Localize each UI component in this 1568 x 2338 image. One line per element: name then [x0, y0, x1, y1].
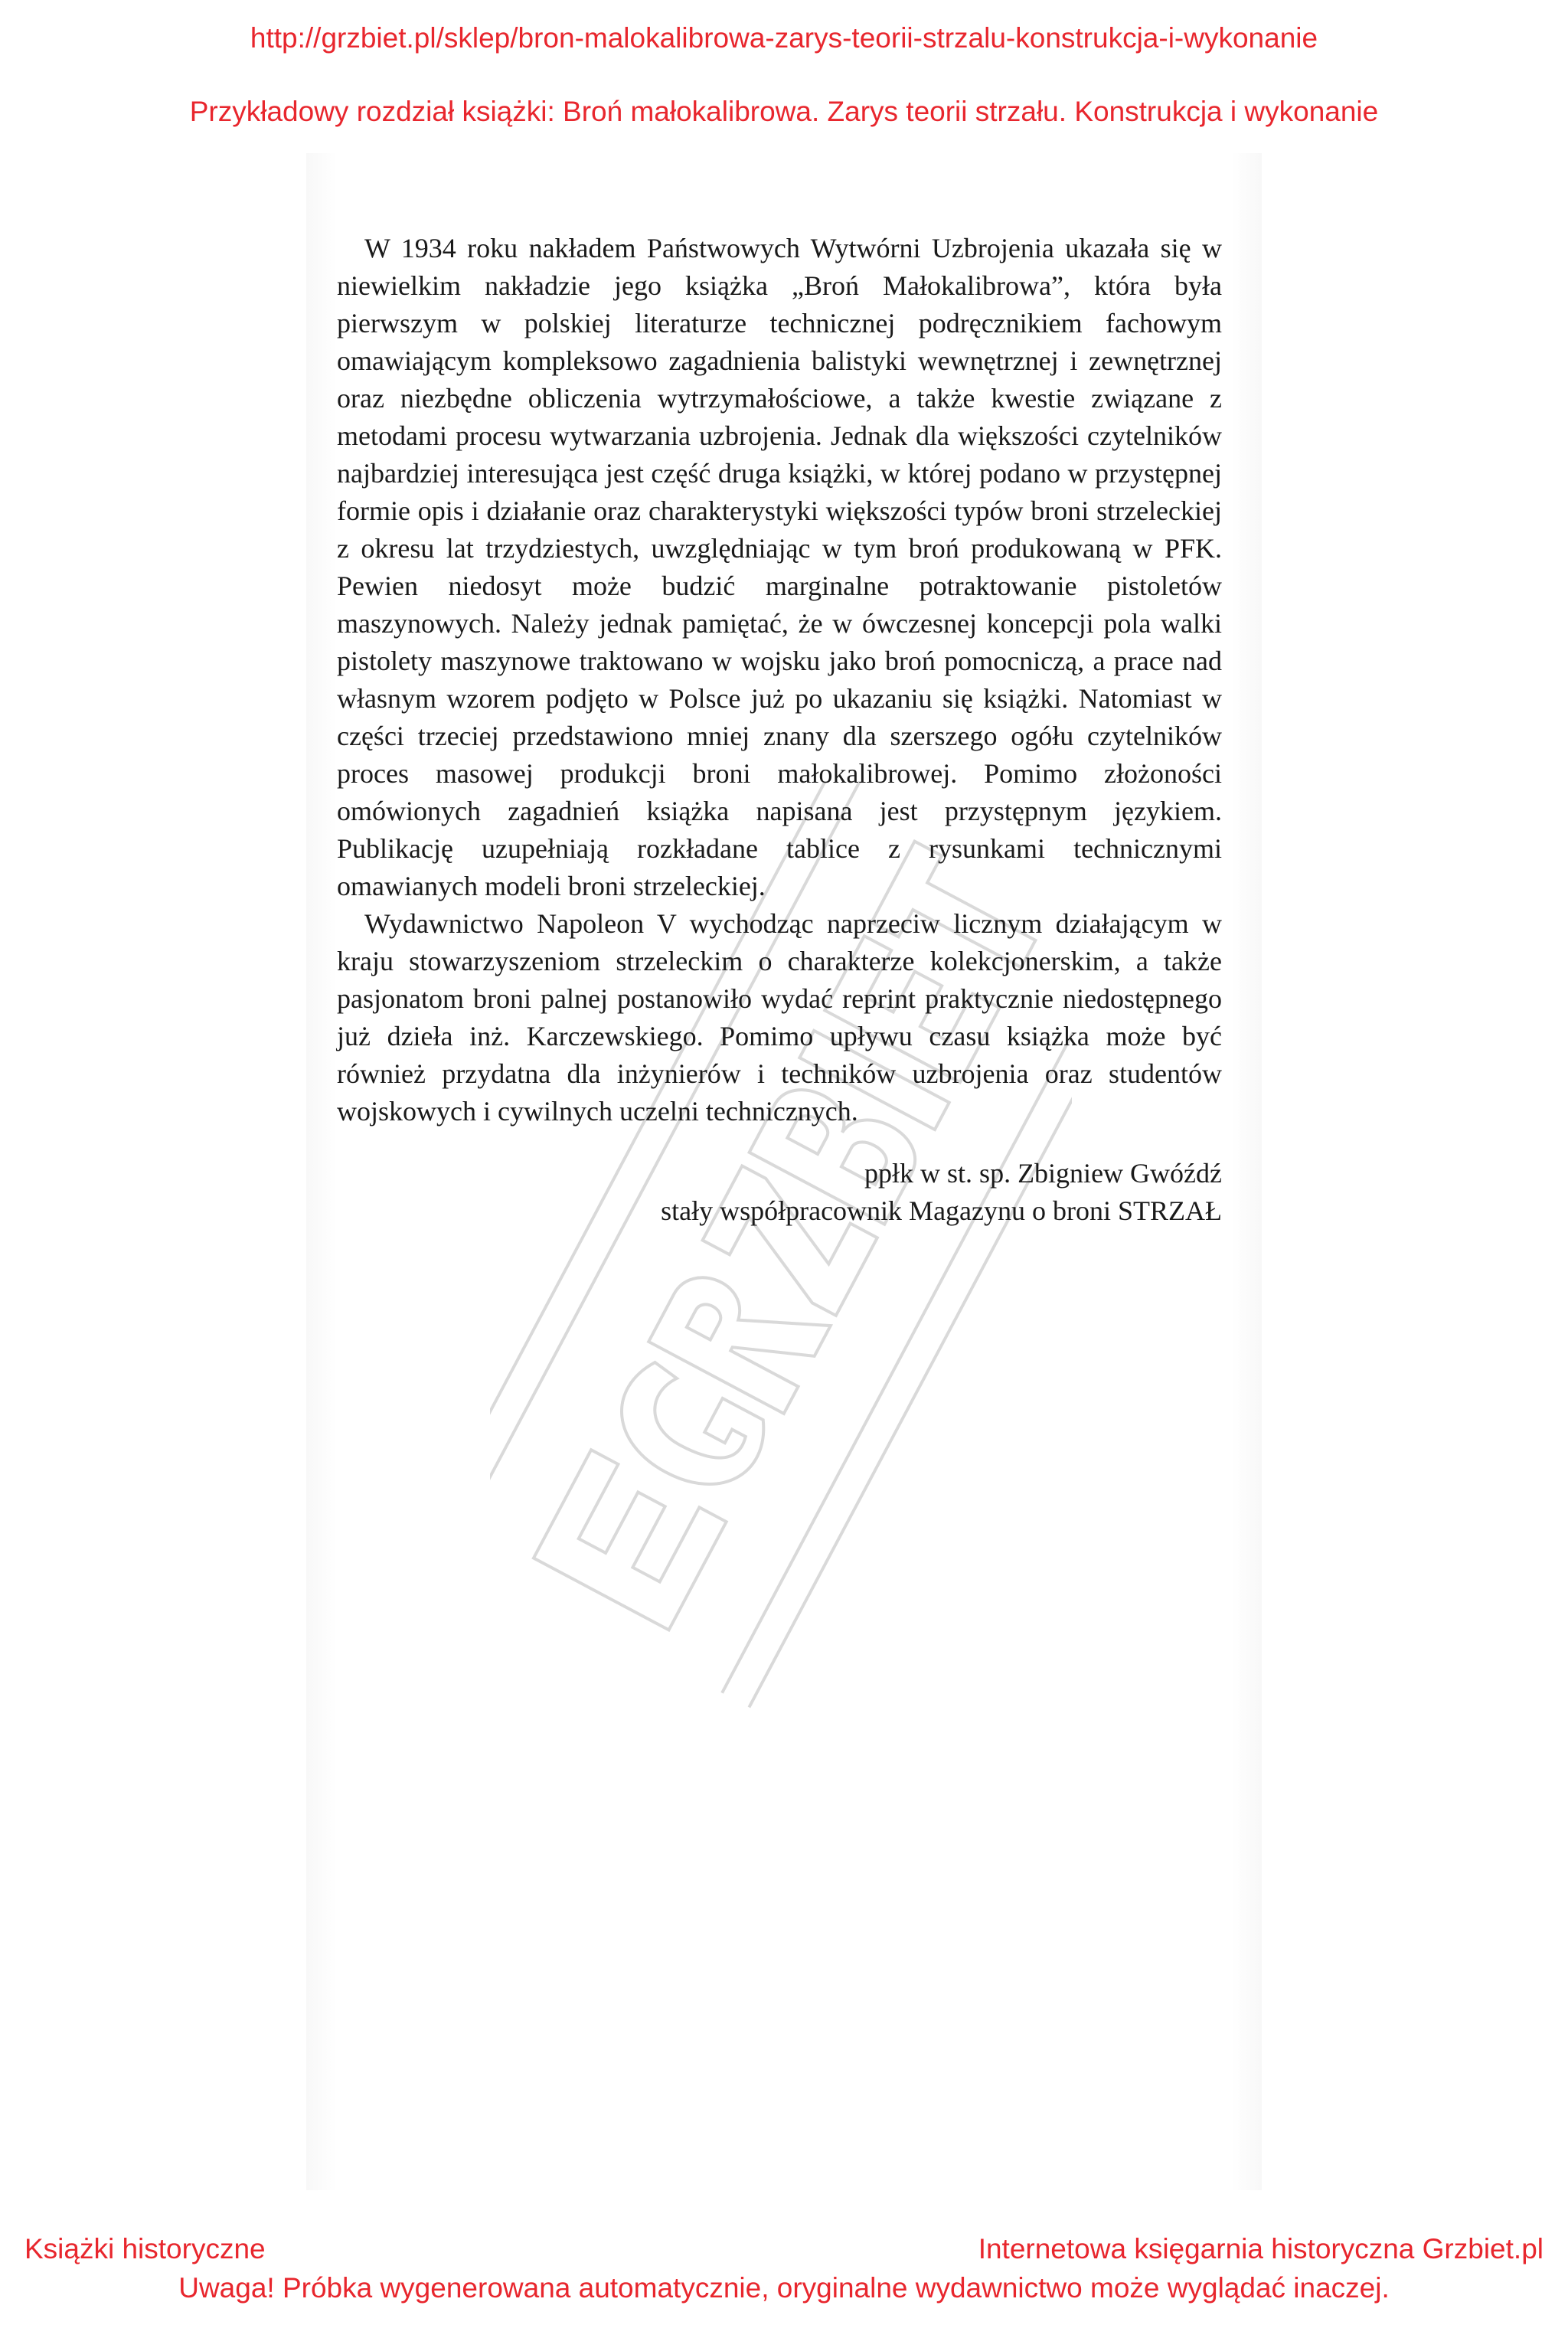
signature-affiliation: stały współpracownik Magazynu o broni STRZAŁ	[661, 1195, 1222, 1226]
paragraph: Wydawnictwo Napoleon V wychodząc naprzeciw licznym działającym w kraju stowarzyszeniom strzeleckim o charakterze kolekcjonerskim, a także pasjonatom broni palnej postanowiło wydać reprint praktycznie niedostępnego już dzieła inż. Karczewskiego. Pomimo upływu czasu książka może być również przydatna dla inżynierów i techników uzbrojenia oraz studentów wojskowych i cywilnych uczelni technicznych.	[337, 908, 1222, 1126]
footer-warning: Uwaga! Próbka wygenerowana automatycznie, oryginalne wydawnictwo może wyglądać inaczej.	[178, 2272, 1390, 2304]
source-url-link[interactable]: http://grzbiet.pl/sklep/bron-malokalibrowa-zarys-teorii-strzalu-konstrukcja-i-wykonanie	[250, 22, 1318, 54]
paragraph: W 1934 roku nakładem Państwowych Wytwórni Uzbrojenia ukazała się w niewielkim nakładzie jego książka „Broń Małokalibrowa”, która była pierwszym w polskiej literaturze technicznej podręcznikiem fachowym omawiającym kompleksowo zagadnienia balistyki wewnętrznej i zewnętrznej oraz niezbędne obliczenia wytrzymałościowe, a także kwestie związane z metodami procesu wytwarzania uzbrojenia. Jednak dla większości czytelników najbardziej interesująca jest część druga książki, w której podano w przystępnej formie opis i działanie oraz charakterystyki większości typów broni strzeleckiej z okresu lat trzydziestych, uwzględniając w tym broń produkowaną w PFK. Pewien niedosyt może budzić marginalne potraktowanie pistoletów maszynowych. Należy jednak pamiętać, że w ówczesnej koncepcji pola walki pistolety maszynowe traktowano w wojsku jako broń pomocniczą, a prace nad własnym wzorem podjęto w Polsce już po ukazaniu się książki. Natomiast w części trzeciej przedstawiono mniej znany dla szerszego ogółu czytelników proces masowej produkcji broni małokalibrowej. Pomimo złożoności omówionych zagadnień książka napisana jest przystępnym językiem. Publikację uzupełniają rozkładane tablice z rysunkami technicznymi omawianych modeli broni strzeleckiej.	[337, 233, 1222, 901]
chapter-body-text	[337, 230, 1222, 1130]
author-signature	[337, 1155, 1222, 1230]
sample-chapter-caption: Przykładowy rozdział książki: Broń małokalibrowa. Zarys teorii strzału. Konstrukcja i wykonanie	[189, 96, 1379, 127]
signature-name: ppłk w st. sp. Zbigniew Gwóźdź	[864, 1158, 1222, 1189]
footer-right-link[interactable]: Internetowa księgarnia historyczna Grzbiet.pl	[978, 2233, 1544, 2264]
footer-left-link[interactable]: Książki historyczne	[24, 2233, 266, 2264]
